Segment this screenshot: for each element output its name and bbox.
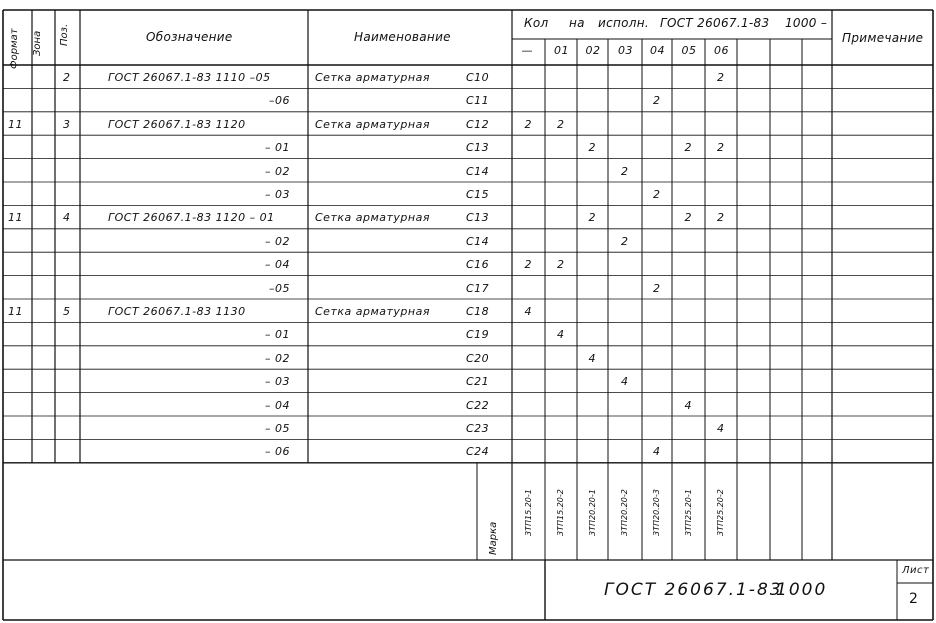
row-designation: ГОСТ 26067.1-83 1120 – 01 (108, 211, 275, 225)
row-qty: 2 (588, 211, 596, 225)
header-note: Примечание (842, 31, 924, 45)
row-qty: 2 (653, 94, 661, 108)
row-code: С18 (466, 305, 490, 318)
header-qty-2: на (569, 16, 585, 30)
row-qty: 2 (717, 71, 725, 84)
header-pos: Поз. (59, 23, 70, 46)
row-qty: 2 (684, 141, 692, 155)
marka-value: 3ТП20.20-2 (620, 489, 629, 537)
row-qty: 2 (717, 211, 725, 225)
row-code: С20 (466, 351, 490, 365)
row-designation: ГОСТ 26067.1-83 1110 –05 (108, 71, 271, 84)
row-qty: 4 (717, 422, 725, 435)
row-code: С12 (466, 117, 490, 131)
row-designation: – 02 (265, 234, 290, 248)
row-qty: 2 (653, 281, 661, 295)
row-qty: 4 (684, 398, 692, 412)
row-code: С15 (466, 188, 490, 201)
row-designation: – 04 (265, 258, 290, 272)
row-designation: ГОСТ 26067.1-83 1120 (108, 117, 246, 131)
marka-value: 3ТП25.20-2 (716, 489, 725, 537)
row-designation: ГОСТ 26067.1-83 1130 (108, 305, 246, 318)
row-designation: – 02 (265, 164, 290, 178)
row-designation: – 05 (265, 422, 290, 435)
variant-header: — (521, 44, 533, 57)
marka-value: 3ТП20.20-3 (652, 489, 661, 537)
marka-value: 3ТП20.20-1 (587, 489, 597, 537)
row-format: 11 (8, 117, 23, 131)
row-qty: 2 (524, 258, 532, 272)
row-code: С11 (466, 94, 490, 108)
row-name: Сетка арматурная (315, 71, 430, 84)
row-code: С22 (466, 398, 490, 412)
row-designation: – 03 (265, 188, 290, 201)
row-qty: 2 (684, 211, 692, 225)
row-qty: 4 (588, 351, 596, 365)
row-qty: 2 (621, 164, 629, 178)
row-designation: – 01 (265, 141, 290, 155)
row-format: 11 (8, 305, 23, 318)
row-pos: 4 (63, 211, 71, 225)
row-designation: –05 (269, 281, 290, 295)
row-qty: 2 (653, 188, 661, 201)
variant-header: 02 (585, 44, 601, 57)
row-name: Сетка арматурная (315, 117, 430, 131)
row-qty: 2 (557, 258, 565, 272)
row-code: С24 (466, 445, 490, 459)
row-pos: 5 (63, 305, 71, 318)
row-code: С14 (466, 234, 490, 248)
row-qty: 4 (653, 445, 661, 459)
variant-header: 01 (554, 44, 569, 57)
row-code: С13 (466, 141, 490, 155)
row-code: С19 (466, 328, 490, 342)
row-designation: – 04 (265, 398, 290, 412)
row-designation: – 01 (265, 328, 290, 342)
marka-value: 3ТП25.20-1 (683, 489, 693, 537)
row-qty: 2 (621, 234, 629, 248)
row-qty: 2 (524, 117, 532, 131)
row-designation: – 03 (265, 375, 290, 389)
row-qty: 4 (524, 305, 532, 318)
row-format: 11 (8, 211, 23, 225)
row-code: С21 (466, 375, 490, 389)
header-qty-1: Кол (524, 16, 549, 30)
row-pos: 3 (63, 117, 71, 131)
row-code: С10 (466, 71, 490, 84)
row-name: Сетка арматурная (315, 305, 430, 318)
sheet-number: 2 (909, 591, 919, 607)
row-qty: 4 (621, 375, 629, 389)
header-format: Формат (9, 28, 20, 69)
row-qty: 4 (557, 328, 565, 342)
row-code: С14 (466, 164, 490, 178)
marka-value: 3ТП15.20-2 (556, 489, 565, 537)
row-qty: 2 (717, 141, 725, 155)
row-qty: 2 (588, 141, 596, 155)
row-code: С13 (466, 211, 490, 225)
marka-value: 3ТП15.20-1 (523, 489, 533, 537)
row-designation: –06 (269, 94, 290, 108)
row-code: С17 (466, 281, 490, 295)
header-name: Наименование (354, 30, 451, 44)
variant-header: 05 (681, 44, 697, 57)
row-pos: 2 (63, 71, 71, 84)
row-designation: – 02 (265, 351, 290, 365)
header-qty-5: 1000 – (785, 16, 828, 30)
variant-header: 04 (650, 44, 665, 57)
row-designation: – 06 (265, 445, 290, 459)
variant-header: 03 (618, 44, 633, 57)
sheet-label: Лист (902, 565, 930, 576)
row-code: С16 (466, 258, 490, 272)
row-code: С23 (466, 422, 490, 435)
header-designation: Обозначение (146, 30, 233, 44)
header-zone: Зона (32, 30, 43, 56)
marka-label: Марка (488, 521, 499, 555)
header-qty-3: исполн. (598, 16, 650, 30)
row-qty: 2 (557, 117, 565, 131)
variant-header: 06 (714, 44, 729, 57)
title-doc: ГОСТ 26067.1-83 (604, 580, 783, 600)
row-name: Сетка арматурная (315, 211, 430, 225)
title-code: 1000 (776, 580, 828, 600)
header-qty-4: ГОСТ 26067.1-83 (660, 16, 770, 30)
